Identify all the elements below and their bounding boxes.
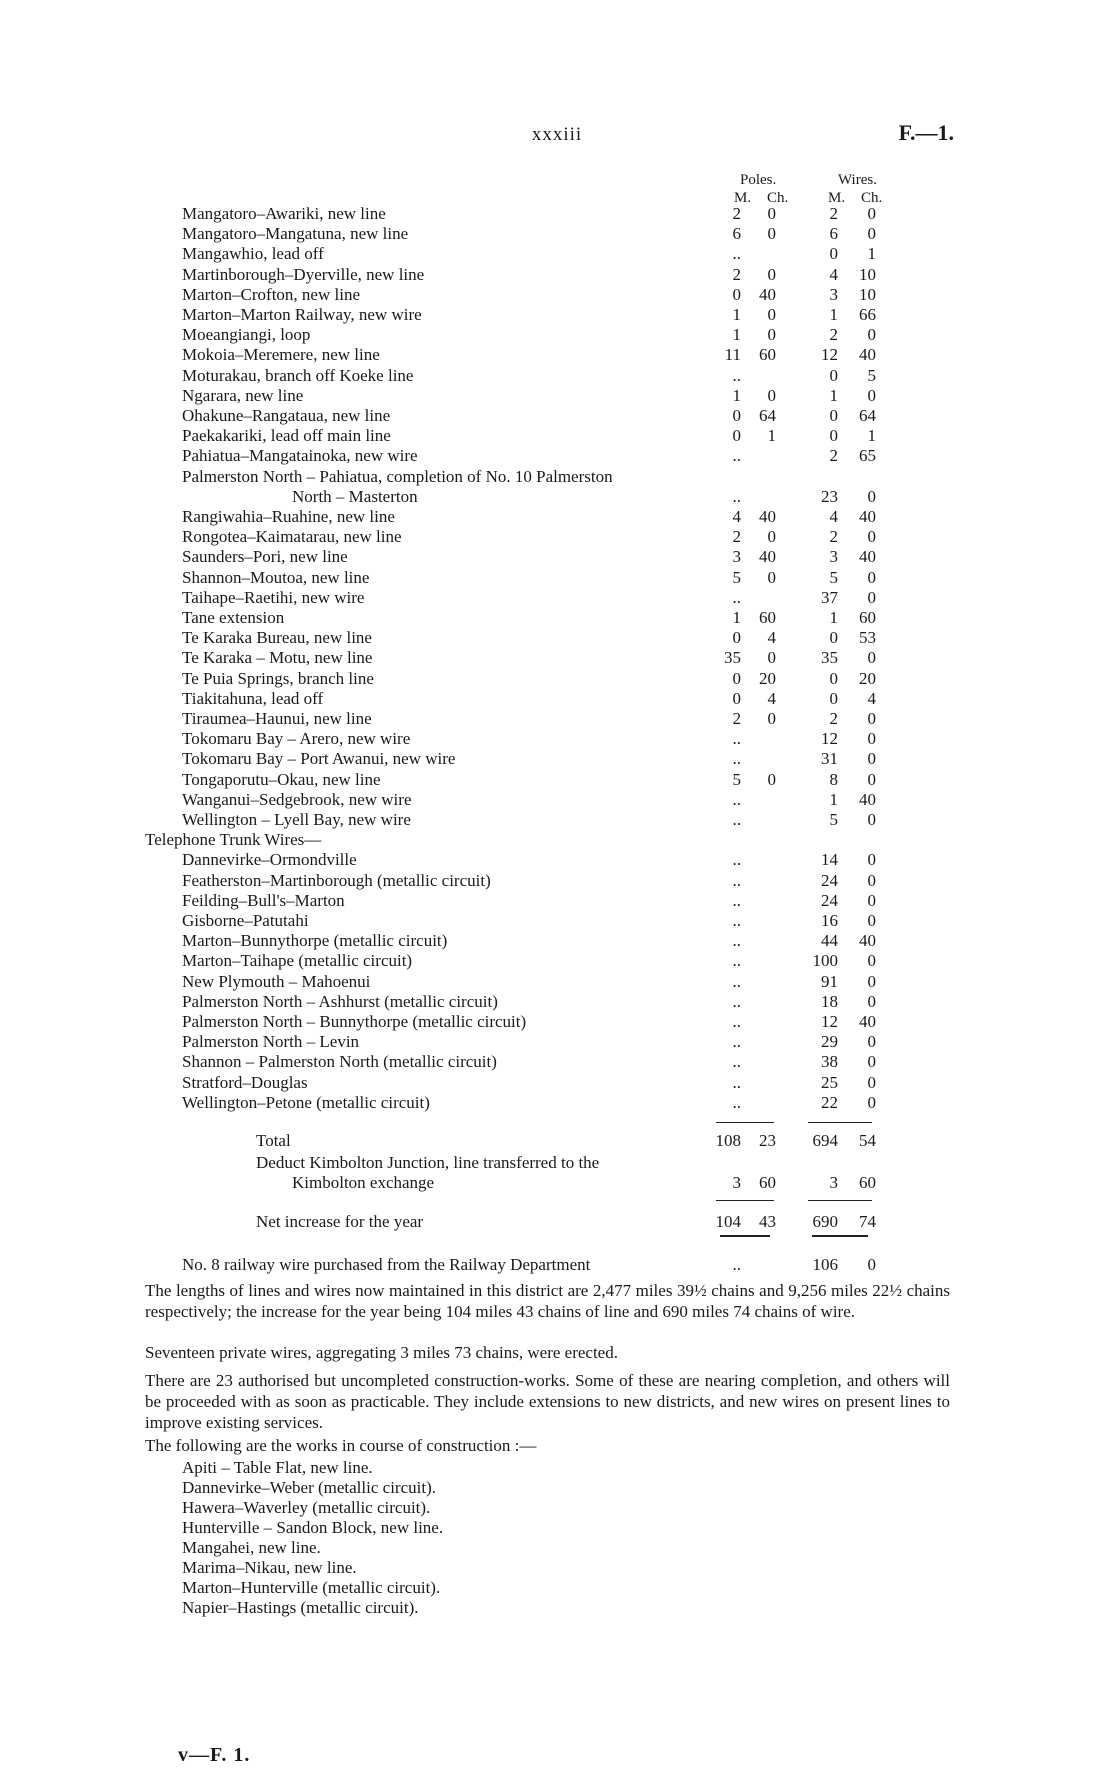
cell-pm: .. (732, 951, 741, 970)
rule-net-top (716, 1200, 774, 1201)
cell-pm: 2 (732, 265, 741, 284)
cell-wc: 20 (859, 669, 876, 688)
table-row (0, 992, 1114, 1012)
table-row (0, 568, 1114, 588)
row-label: Mangatoro–Mangatuna, new line (182, 224, 409, 243)
row-label: Ngarara, new line (182, 386, 304, 405)
cell-wm: 2 (829, 446, 838, 465)
table-row (0, 487, 1114, 507)
cell-pm: .. (732, 749, 741, 768)
table-row (0, 951, 1114, 971)
table-row (0, 871, 1114, 891)
cell-wm: 44 (821, 931, 838, 950)
cell-wm: 12 (821, 1012, 838, 1031)
row-label: Gisborne–Patutahi (182, 911, 309, 930)
cell-wc: 0 (867, 1052, 876, 1071)
wires-miles-header: M. (828, 190, 846, 206)
row-label: Te Karaka Bureau, new line (182, 628, 372, 647)
table-row (0, 244, 1114, 264)
cell-wm: 3 (829, 547, 838, 566)
cell-wc: 0 (867, 1255, 876, 1274)
cell-pc: 1 (767, 426, 776, 445)
cell-pm: 1 (732, 325, 741, 344)
cell-pm: .. (732, 446, 741, 465)
cell-wc: 0 (867, 729, 876, 748)
row-label: North – Masterton (292, 487, 418, 506)
row-label: Rongotea–Kaimatarau, new line (182, 527, 402, 546)
cell-pm: .. (732, 972, 741, 991)
row-label: Te Karaka – Motu, new line (182, 648, 373, 667)
row-label: Marton–Marton Railway, new wire (182, 305, 422, 324)
table-row (0, 1012, 1114, 1032)
works-item: Hawera–Waverley (metallic circuit). (182, 1498, 431, 1517)
row-label: Wanganui–Sedgebrook, new wire (182, 790, 412, 809)
cell-pc: 4 (767, 689, 776, 708)
table-row (0, 1032, 1114, 1052)
cell-wc: 0 (867, 770, 876, 789)
cell-wm: 0 (829, 628, 838, 647)
cell-wc: 0 (867, 810, 876, 829)
cell-pc: 60 (759, 608, 776, 627)
cell-wm: 694 (812, 1131, 838, 1150)
cell-pm: 2 (732, 204, 741, 223)
cell-pc: 20 (759, 669, 776, 688)
cell-pc: 0 (767, 224, 776, 243)
poles-header: Poles. (740, 172, 777, 188)
table-row (0, 931, 1114, 951)
works-item: Hunterville – Sandon Block, new line. (182, 1518, 444, 1537)
table-row (0, 224, 1114, 244)
cell-wc: 0 (867, 951, 876, 970)
cell-wm: 100 (812, 951, 838, 970)
cell-pm: 1 (732, 305, 741, 324)
page-number: xxxiii (531, 124, 583, 145)
row-label: Rangiwahia–Ruahine, new line (182, 507, 395, 526)
cell-wc: 54 (859, 1131, 876, 1150)
row-label: Palmerston North – Bunnythorpe (metallic circuit) (182, 1012, 527, 1031)
net-increase-row (0, 1212, 1114, 1232)
cell-wc: 74 (859, 1212, 876, 1231)
cell-pc: 60 (759, 345, 776, 364)
table-row (0, 669, 1114, 689)
cell-wc: 0 (867, 648, 876, 667)
cell-wm: 1 (829, 305, 838, 324)
cell-wc: 10 (859, 265, 876, 284)
row-label: Deduct Kimbolton Junction, line transferred to the (256, 1153, 600, 1172)
cell-wc: 0 (867, 527, 876, 546)
cell-wc: 1 (867, 244, 876, 263)
cell-wm: 1 (829, 386, 838, 405)
works-item: Marton–Hunterville (metallic circuit). (182, 1578, 441, 1597)
cell-wm: 0 (829, 406, 838, 425)
cell-wm: 0 (829, 689, 838, 708)
cell-pm: .. (732, 871, 741, 890)
cell-wc: 0 (867, 568, 876, 587)
cell-wc: 0 (867, 325, 876, 344)
table-row (0, 265, 1114, 285)
row-label: Pahiatua–Mangatainoka, new wire (182, 446, 418, 465)
total-row (0, 1131, 1114, 1151)
row-label: Featherston–Martinborough (metallic circuit) (182, 871, 491, 890)
paragraph-private-wires: Seventeen private wires, aggregating 3 miles 73 chains, were erected. (145, 1343, 618, 1362)
cell-wm: 3 (829, 285, 838, 304)
cell-wc: 0 (867, 891, 876, 910)
row-label: Tiakitahuna, lead off (182, 689, 324, 708)
cell-wm: 3 (829, 1173, 838, 1192)
cell-pc: 0 (767, 568, 776, 587)
table-row (0, 285, 1114, 305)
cell-wm: 16 (821, 911, 838, 930)
table-row (0, 830, 1114, 850)
cell-wc: 0 (867, 850, 876, 869)
cell-wc: 5 (867, 366, 876, 385)
cell-wm: 2 (829, 204, 838, 223)
table-row (0, 588, 1114, 608)
row-label: Mokoia–Meremere, new line (182, 345, 380, 364)
wires-chains-header: Ch. (861, 190, 883, 206)
cell-pc: 23 (759, 1131, 776, 1150)
cell-wc: 60 (859, 1173, 876, 1192)
cell-wc: 0 (867, 1073, 876, 1092)
row-label: Tiraumea–Haunui, new line (182, 709, 372, 728)
cell-wc: 0 (867, 1032, 876, 1051)
cell-pm: 0 (732, 689, 741, 708)
row-label: Wellington–Petone (metallic circuit) (182, 1093, 430, 1112)
railway-wire-row (0, 1255, 1114, 1275)
cell-wm: 5 (829, 810, 838, 829)
row-label: Dannevirke–Ormondville (182, 850, 357, 869)
table-row (0, 1052, 1114, 1072)
row-label: Tane extension (182, 608, 285, 627)
table-row (0, 790, 1114, 810)
cell-wc: 0 (867, 588, 876, 607)
row-label: Palmerston North – Levin (182, 1032, 360, 1051)
works-item: Marima–Nikau, new line. (182, 1558, 357, 1577)
cell-pc: 4 (767, 628, 776, 647)
table-row (0, 648, 1114, 668)
cell-pc: 64 (759, 406, 776, 425)
table-row (0, 608, 1114, 628)
cell-pm: .. (732, 1093, 741, 1112)
works-item: Dannevirke–Weber (metallic circuit). (182, 1478, 436, 1497)
cell-wm: 1 (829, 608, 838, 627)
cell-pm: 5 (732, 568, 741, 587)
cell-pm: 3 (732, 547, 741, 566)
row-label: Wellington – Lyell Bay, new wire (182, 810, 411, 829)
cell-pm: .. (732, 891, 741, 910)
cell-pc: 0 (767, 325, 776, 344)
cell-wm: 35 (821, 648, 838, 667)
cell-wc: 60 (859, 608, 876, 627)
row-label: Martinborough–Dyerville, new line (182, 265, 425, 284)
cell-pm: 3 (732, 1173, 741, 1192)
cell-pm: 0 (732, 426, 741, 445)
cell-wm: 0 (829, 244, 838, 263)
poles-chains-header: Ch. (767, 190, 789, 206)
cell-wm: 14 (821, 850, 838, 869)
row-label: Moeangiangi, loop (182, 325, 311, 344)
table-row (0, 446, 1114, 466)
cell-wc: 64 (859, 406, 876, 425)
table-row (0, 911, 1114, 931)
deduct-exchange-row (0, 1173, 1114, 1193)
cell-pm: 1 (732, 608, 741, 627)
cell-pm: 0 (732, 406, 741, 425)
table-row (0, 204, 1114, 224)
cell-pm: 0 (732, 628, 741, 647)
cell-pc: 0 (767, 770, 776, 789)
row-label: Ohakune–Rangataua, new line (182, 406, 391, 425)
cell-wm: 25 (821, 1073, 838, 1092)
cell-wc: 40 (859, 931, 876, 950)
cell-wc: 4 (867, 689, 876, 708)
table-row (0, 810, 1114, 830)
cell-pm: 6 (732, 224, 741, 243)
table-row (0, 366, 1114, 386)
row-label: Tongaporutu–Okau, new line (182, 770, 381, 789)
cell-wm: 690 (812, 1212, 838, 1231)
rule-net-bottom-wires (812, 1235, 868, 1237)
cell-pm: .. (732, 790, 741, 809)
row-label: Tokomaru Bay – Port Awanui, new wire (182, 749, 456, 768)
cell-wm: 106 (812, 1255, 838, 1274)
table-row (0, 770, 1114, 790)
cell-wm: 12 (821, 729, 838, 748)
table-row (0, 305, 1114, 325)
cell-pm: .. (732, 487, 741, 506)
cell-pm: 104 (715, 1212, 741, 1231)
cell-pm: .. (732, 729, 741, 748)
cell-pm: 2 (732, 709, 741, 728)
table-row (0, 628, 1114, 648)
works-item: Napier–Hastings (metallic circuit). (182, 1598, 419, 1617)
deduct-row (0, 1153, 1114, 1173)
cell-wm: 0 (829, 669, 838, 688)
cell-wc: 0 (867, 749, 876, 768)
cell-wc: 0 (867, 972, 876, 991)
page-ref: F.—1. (898, 120, 954, 145)
rule-net-top-wires (808, 1200, 872, 1201)
works-item: Mangahei, new line. (182, 1538, 321, 1557)
row-label: Palmerston North – Pahiatua, completion of No. 10 Palmerston (182, 467, 613, 486)
wires-header: Wires. (838, 172, 877, 188)
table-row (0, 850, 1114, 870)
cell-wc: 40 (859, 790, 876, 809)
row-label: Te Puia Springs, branch line (182, 669, 374, 688)
table-row (0, 426, 1114, 446)
signature-mark: v—F. 1. (178, 1744, 251, 1766)
row-label: Moturakau, branch off Koeke line (182, 366, 414, 385)
cell-wc: 0 (867, 992, 876, 1011)
cell-wm: 12 (821, 345, 838, 364)
cell-wm: 2 (829, 527, 838, 546)
row-label: Net increase for the year (256, 1212, 424, 1231)
table-row (0, 749, 1114, 769)
cell-wc: 0 (867, 1093, 876, 1112)
cell-wc: 0 (867, 871, 876, 890)
cell-wc: 0 (867, 487, 876, 506)
row-label: Total (256, 1131, 291, 1150)
cell-wm: 22 (821, 1093, 838, 1112)
cell-pc: 60 (759, 1173, 776, 1192)
cell-wm: 29 (821, 1032, 838, 1051)
cell-pm: .. (732, 1012, 741, 1031)
cell-pm: 2 (732, 527, 741, 546)
paragraph-works-intro: The following are the works in course of construction :— (145, 1436, 537, 1455)
cell-wm: 5 (829, 568, 838, 587)
cell-pm: 0 (732, 285, 741, 304)
table-row (0, 527, 1114, 547)
cell-pc: 0 (767, 527, 776, 546)
cell-wm: 37 (821, 588, 838, 607)
cell-wc: 40 (859, 1012, 876, 1031)
row-label: Tokomaru Bay – Arero, new wire (182, 729, 411, 748)
cell-wm: 4 (829, 507, 838, 526)
cell-wc: 0 (867, 386, 876, 405)
table-row (0, 325, 1114, 345)
cell-pm: 35 (724, 648, 741, 667)
poles-miles-header: M. (734, 190, 752, 206)
cell-pm: 5 (732, 770, 741, 789)
table-row (0, 1093, 1114, 1113)
rule-total-top-wires (808, 1122, 872, 1123)
works-item: Apiti – Table Flat, new line. (182, 1458, 373, 1477)
cell-wm: 8 (829, 770, 838, 789)
cell-wc: 1 (867, 426, 876, 445)
table-row (0, 547, 1114, 567)
cell-pc: 0 (767, 265, 776, 284)
cell-pm: .. (732, 810, 741, 829)
cell-pm: .. (732, 1255, 741, 1274)
row-label: Saunders–Pori, new line (182, 547, 348, 566)
cell-pm: 11 (724, 345, 741, 364)
cell-pm: .. (732, 1073, 741, 1092)
row-label: Kimbolton exchange (292, 1173, 435, 1192)
cell-wm: 24 (821, 891, 838, 910)
table-row (0, 891, 1114, 911)
cell-pc: 40 (759, 547, 776, 566)
row-label: Telephone Trunk Wires— (145, 830, 322, 849)
cell-wm: 0 (829, 366, 838, 385)
cell-wm: 38 (821, 1052, 838, 1071)
cell-pc: 0 (767, 709, 776, 728)
row-label: Stratford–Douglas (182, 1073, 308, 1092)
table-row (0, 406, 1114, 426)
table-row (0, 345, 1114, 365)
cell-wm: 18 (821, 992, 838, 1011)
row-label: New Plymouth – Mahoenui (182, 972, 371, 991)
row-label: Marton–Taihape (metallic circuit) (182, 951, 413, 970)
cell-pm: .. (732, 931, 741, 950)
cell-pm: .. (732, 911, 741, 930)
cell-wm: 24 (821, 871, 838, 890)
table-row (0, 1073, 1114, 1093)
cell-pm: 108 (715, 1131, 741, 1150)
cell-wm: 6 (829, 224, 838, 243)
table-row (0, 507, 1114, 527)
cell-pm: 1 (732, 386, 741, 405)
cell-pm: .. (732, 244, 741, 263)
cell-wm: 1 (829, 790, 838, 809)
cell-pc: 40 (759, 507, 776, 526)
table-row (0, 709, 1114, 729)
paragraph-uncompleted: There are 23 authorised but uncompleted construction-works. Some of these are nearing completion, and others will be proceeded with as soon as practicable. They include extensions to new districts, and new wires on present lines to improve existing services. (145, 1371, 950, 1432)
cell-wm: 2 (829, 709, 838, 728)
row-label: Feilding–Bull's–Marton (182, 891, 345, 910)
cell-wm: 0 (829, 426, 838, 445)
row-label: Palmerston North – Ashhurst (metallic circuit) (182, 992, 498, 1011)
row-label: Marton–Bunnythorpe (metallic circuit) (182, 931, 448, 950)
table-row (0, 972, 1114, 992)
cell-wc: 66 (859, 305, 876, 324)
cell-wc: 53 (859, 628, 876, 647)
table-row (0, 386, 1114, 406)
row-label: Shannon – Palmerston North (metallic circuit) (182, 1052, 497, 1071)
row-label: Shannon–Moutoa, new line (182, 568, 370, 587)
cell-pm: .. (732, 1032, 741, 1051)
cell-pc: 40 (759, 285, 776, 304)
row-label: Paekakariki, lead off main line (182, 426, 391, 445)
row-label: Mangawhio, lead off (182, 244, 324, 263)
cell-wm: 23 (821, 487, 838, 506)
row-label: Mangatoro–Awariki, new line (182, 204, 386, 223)
cell-pc: 0 (767, 648, 776, 667)
row-label: Marton–Crofton, new line (182, 285, 360, 304)
cell-wm: 2 (829, 325, 838, 344)
cell-wc: 40 (859, 345, 876, 364)
cell-wc: 65 (859, 446, 876, 465)
cell-wm: 4 (829, 265, 838, 284)
cell-wc: 40 (859, 507, 876, 526)
cell-pc: 0 (767, 305, 776, 324)
cell-wm: 31 (821, 749, 838, 768)
row-label: Taihape–Raetihi, new wire (182, 588, 365, 607)
rule-net-bottom (720, 1235, 770, 1237)
cell-pm: .. (732, 850, 741, 869)
cell-pm: .. (732, 1052, 741, 1071)
cell-pm: .. (732, 588, 741, 607)
paragraph-lengths: The lengths of lines and wires now maintained in this district are 2,477 miles 39½ chains and 9,256 miles 22½ chains respectively; the increase for the year being 104 miles 43 chains of line and 690 miles 74 chains of wire. (145, 1281, 950, 1321)
cell-pm: .. (732, 992, 741, 1011)
cell-pc: 0 (767, 204, 776, 223)
cell-wc: 0 (867, 911, 876, 930)
cell-pm: 4 (732, 507, 741, 526)
table-row (0, 729, 1114, 749)
table-row (0, 689, 1114, 709)
rule-total-top (716, 1122, 774, 1123)
cell-pc: 0 (767, 386, 776, 405)
cell-wc: 0 (867, 709, 876, 728)
cell-wm: 91 (821, 972, 838, 991)
cell-pc: 43 (759, 1212, 776, 1231)
cell-wc: 0 (867, 224, 876, 243)
cell-wc: 40 (859, 547, 876, 566)
cell-wc: 0 (867, 204, 876, 223)
row-label: No. 8 railway wire purchased from the Railway Department (182, 1255, 591, 1274)
cell-pm: .. (732, 366, 741, 385)
cell-wc: 10 (859, 285, 876, 304)
cell-pm: 0 (732, 669, 741, 688)
table-row (0, 467, 1114, 487)
